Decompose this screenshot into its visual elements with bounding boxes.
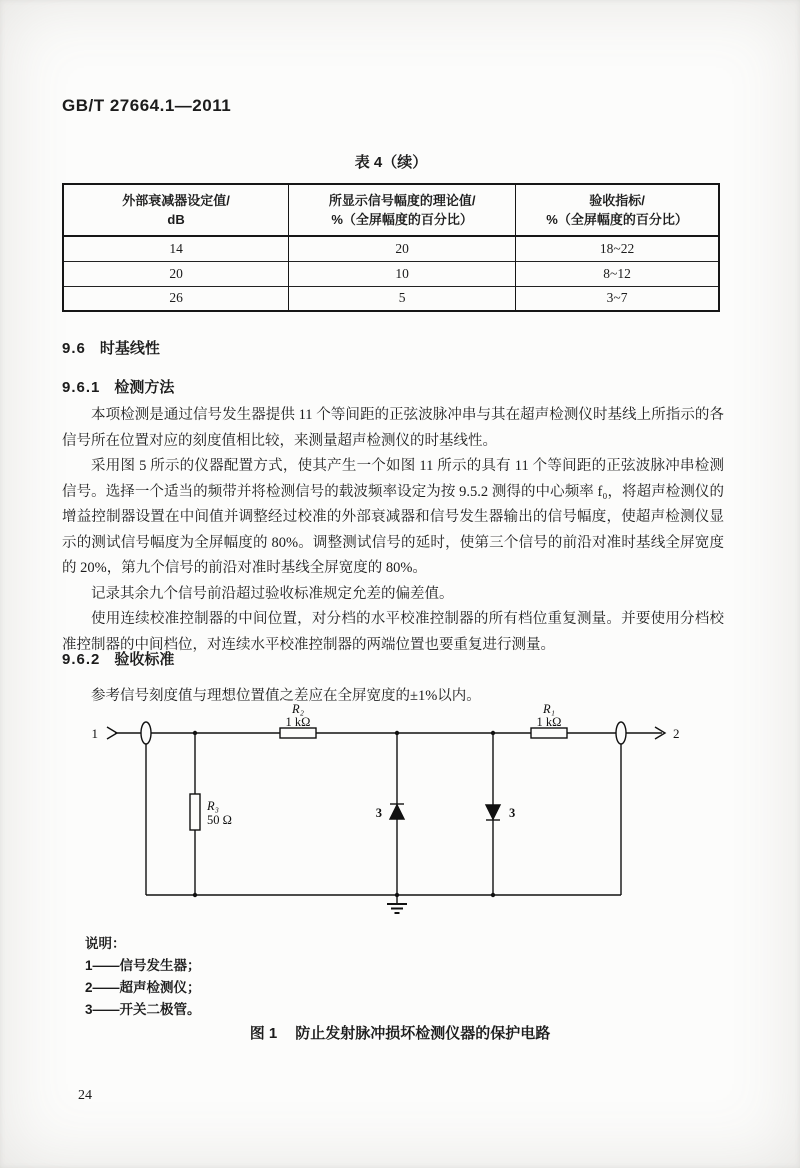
junction-dot	[491, 731, 495, 735]
resistor-r1-value: 1 kΩ	[536, 715, 562, 729]
table-title: 表 4（续）	[354, 154, 428, 171]
table-cell: 14	[169, 240, 183, 256]
section-title: 验收标准	[114, 651, 175, 668]
table-cell: 10	[289, 261, 516, 286]
section-number: 9.6.1	[62, 379, 101, 396]
table-row	[63, 236, 719, 261]
column-header-line2: %（全屏幅度的百分比）	[546, 212, 688, 227]
legend-title: 说明：	[85, 936, 126, 951]
resistor-r3-value: 50 Ω	[207, 813, 232, 827]
table-cell: 20	[289, 236, 516, 261]
junction-dot	[193, 893, 197, 897]
table-row	[63, 286, 719, 311]
paragraph: 记录其余九个信号前沿超过验收标准规定允差的偏差值。	[91, 586, 454, 602]
column-header	[289, 184, 516, 236]
junction-dot	[193, 731, 197, 735]
resistor-r2-icon	[280, 728, 316, 738]
column-header-line1: 所显示信号幅度的理论值/	[328, 193, 476, 208]
connector-left-icon	[141, 722, 151, 744]
section-title: 检测方法	[114, 379, 175, 396]
resistor-r3-name: R₃	[207, 799, 219, 813]
column-header-line2: dB	[167, 212, 185, 227]
junction-dot	[395, 731, 399, 735]
column-header-line1: 验收指标/	[589, 193, 645, 208]
column-header	[516, 184, 719, 236]
resistor-r1-name: R₁	[543, 702, 555, 716]
figure-legend	[85, 933, 201, 1021]
table-row	[63, 261, 719, 286]
diode1-label: 3	[375, 806, 382, 820]
protection-circuit-diagram	[60, 700, 740, 935]
table-cell: 3~7	[516, 286, 719, 311]
section-number: 9.6.2	[62, 651, 101, 668]
figure-label: 图 1	[249, 1025, 278, 1042]
resistor-r2-name: R₂	[292, 702, 304, 716]
continuation-table	[62, 183, 720, 312]
column-header	[63, 184, 289, 236]
table-cell: 26	[63, 286, 289, 311]
page-number: 24	[78, 1088, 92, 1103]
section-heading-9-6	[62, 337, 160, 358]
resistor-r3-icon	[190, 794, 200, 830]
table-cell: 8~12	[516, 261, 719, 286]
table-header-row	[63, 184, 719, 236]
paragraph: 采用图 5 所示的仪器配置方式，使其产生一个如图 11 所示的具有 11 个等间距的正弦波脉冲串检测信号。选择一个适当的频带并将检测信号的载波频率设定为按 9.5.2 测得的中心频率 f₀，将超声检测仪的增益控制器设置在中间值并调整经过校准的外部衰减器和信号发生器输出的信号幅度，使超声检测仪显示的测试信号幅度为全屏幅度的 80%。调整测试信号的延时，使第三个信号的前沿对准时基线全屏宽度的 20%，第九个信号的前沿对准时基线全屏宽度的 80%。	[62, 458, 724, 576]
paragraph: 使用连续校准控制器的中间位置，对分档的水平校准控制器的所有档位重复测量。并要使用分档校准控制器的中间档位，对连续水平校准控制器的两端位置也要重复进行测量。	[62, 611, 724, 653]
table-cell: 18~22	[516, 236, 719, 261]
resistor-r1-icon	[531, 728, 567, 738]
column-header-line1: 外部衰减器设定值/	[122, 193, 230, 208]
resistor-r2-value: 1 kΩ	[285, 715, 311, 729]
terminal-2-label: 2	[673, 726, 680, 741]
doc-number: GB/T 27664.1—2011	[62, 96, 232, 115]
section-heading-9-6-2	[62, 648, 174, 669]
table-cell: 5	[289, 286, 516, 311]
section-title: 时基线性	[99, 340, 160, 357]
column-header-line2: %（全屏幅度的百分比）	[331, 212, 473, 227]
diode1-icon	[390, 805, 404, 819]
junction-dot	[491, 893, 495, 897]
legend-item: 3——开关二极管。	[85, 1002, 201, 1017]
figure-caption	[0, 1022, 800, 1043]
paragraph: 参考信号刻度值与理想位置值之差应在全屏宽度的±1%以内。	[91, 688, 481, 704]
paragraph: 本项检测是通过信号发生器提供 11 个等间距的正弦波脉冲串与其在超声检测仪时基线上所指示的各信号所在位置对应的刻度值相比较，来测量超声检测仪的时基线性。	[62, 407, 724, 449]
section-number: 9.6	[62, 340, 86, 357]
legend-item: 2——超声检测仪；	[85, 980, 201, 995]
figure-title: 防止发射脉冲损坏检测仪器的保护电路	[295, 1025, 551, 1042]
diode2-icon	[486, 805, 500, 819]
table-cell: 20	[63, 261, 289, 286]
connector-right-icon	[616, 722, 626, 744]
diode2-label: 3	[509, 806, 516, 820]
section-heading-9-6-1	[62, 376, 174, 397]
legend-item: 1——信号发生器；	[85, 958, 201, 973]
junction-dot	[395, 893, 399, 897]
terminal-1-label: 1	[91, 726, 98, 741]
